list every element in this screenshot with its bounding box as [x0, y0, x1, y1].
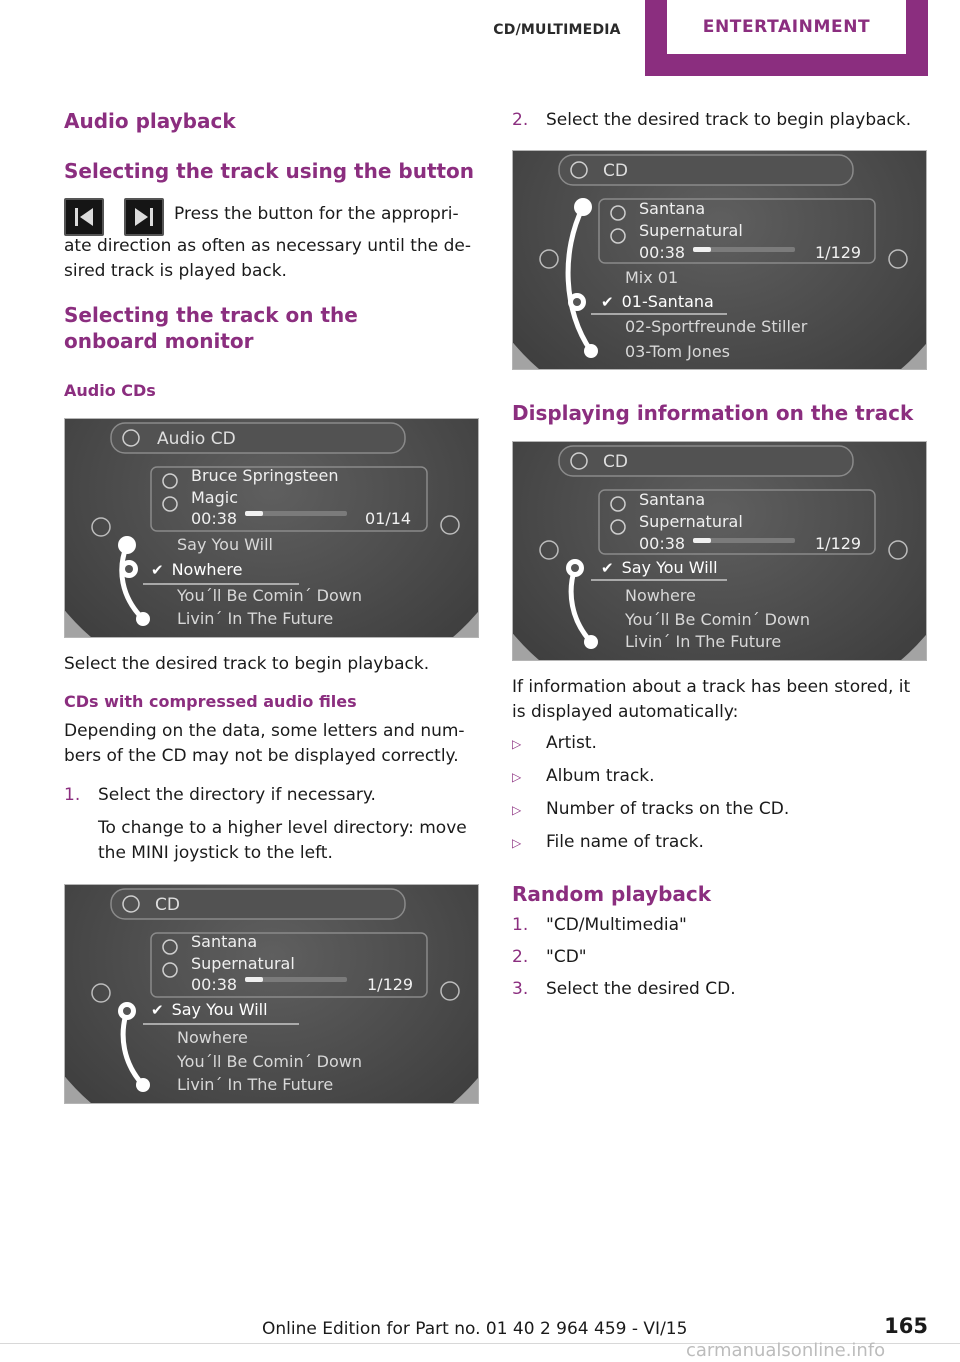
screen-album: Supernatural: [639, 221, 743, 240]
info-bullet-list: [512, 731, 927, 856]
list-item: 2. "CD": [512, 947, 587, 967]
list-item: ▷ Album track.: [512, 764, 927, 790]
screen-title: CD: [155, 895, 180, 915]
list-item: [64, 783, 479, 808]
screenshot-cd-tracks: [512, 150, 927, 370]
watermark: carmanualsonline.info: [686, 1340, 886, 1361]
bullet-triangle-icon: ▷: [512, 737, 522, 751]
left-column: [64, 108, 479, 1104]
list-item: ▷ Number of tracks on the CD.: [512, 797, 927, 823]
screen-album: Supernatural: [639, 512, 743, 531]
screen-album: Magic: [191, 488, 239, 507]
steps-list-continued: [512, 108, 927, 133]
screen-title: Audio CD: [157, 429, 236, 449]
check-icon: ✔: [151, 1001, 164, 1019]
chapter-tab: [645, 0, 928, 76]
heading-audio-cds: Audio CDs: [64, 381, 156, 400]
screen-frame-graphic: [513, 151, 927, 370]
screen-track-count: 1/129: [815, 534, 862, 553]
button-text-line-2: ate direction as often as necessary until the de‐: [64, 236, 471, 256]
track-item: Livin´ In The Future: [177, 1075, 334, 1094]
track-item: Livin´ In The Future: [177, 609, 334, 628]
screen-track-count: 1/129: [815, 243, 862, 262]
button-text-line-1: Press the button for the appropri‐: [174, 204, 459, 224]
check-icon: ✔: [151, 561, 164, 579]
screen-time: 00:38: [191, 975, 238, 994]
list-item: ▷ Artist.: [512, 731, 927, 757]
step-number: 2.: [512, 110, 529, 130]
screen-artist: Santana: [191, 932, 258, 951]
screen-time: 00:38: [191, 509, 238, 528]
screenshot-cd-directory: [64, 884, 479, 1104]
track-item: Nowhere: [177, 1028, 248, 1047]
screen-title: CD: [603, 452, 628, 472]
steps-list: [64, 783, 479, 808]
section-label: CD/MULTIMEDIA: [493, 22, 621, 38]
track-item: You´ll Be Comin´ Down: [177, 1052, 363, 1071]
track-item: Say You Will: [177, 535, 273, 554]
page-number: 165: [884, 1314, 928, 1338]
step-subtext: To change to a higher level directory: move the MINI joystick to the left.: [98, 818, 467, 863]
step-text: Select the desired track to begin playback.: [546, 110, 912, 130]
edition-line: Online Edition for Part no. 01 40 2 964 459 - VI/15: [262, 1319, 688, 1339]
track-item: 03-Tom Jones: [625, 342, 731, 361]
check-icon: ✔: [601, 293, 614, 311]
screen-track-count: 01/14: [365, 509, 412, 528]
bullet-triangle-icon: ▷: [512, 770, 522, 784]
track-item-selected: ✔ 01-Santana: [601, 292, 714, 311]
heading-random-playback: Random playback: [512, 882, 712, 906]
screenshot-track-info: [512, 441, 927, 661]
heading-select-button: Selecting the track using the button: [64, 159, 475, 183]
track-item: You´ll Be Comin´ Down: [625, 610, 811, 629]
list-item: ▷ File name of track.: [512, 830, 927, 856]
screen-time: 00:38: [639, 534, 686, 553]
compressed-text: Depending on the data, some letters and num‐bers of the CD may not be displayed correctly.: [64, 721, 465, 766]
step-text: Select the directory if necessary.: [98, 785, 376, 805]
right-column: [512, 108, 927, 1002]
track-item: Nowhere: [625, 586, 696, 605]
info-text: If information about a track has been stored, it is displayed automatically:: [512, 677, 911, 722]
list-item: 1. "CD/Multimedia": [512, 915, 687, 935]
screen-artist: Bruce Springsteen: [191, 466, 339, 485]
step-number: 1.: [64, 785, 81, 805]
track-item-selected: ✔ Say You Will: [151, 1000, 268, 1019]
heading-audio-playback: Audio playback: [64, 109, 236, 133]
button-row: [64, 198, 479, 236]
next-track-icon: [124, 198, 164, 236]
screen-title: CD: [603, 161, 628, 181]
chapter-label: ENTERTAINMENT: [667, 0, 906, 54]
heading-compressed: CDs with compressed audio files: [64, 692, 357, 711]
list-item: [512, 108, 927, 133]
track-item: Mix 01: [625, 268, 679, 287]
heading-onboard-monitor: Selecting the track on the onboard monitor: [64, 303, 358, 353]
button-text-line-3: sired track is played back.: [64, 261, 287, 281]
list-item: 3. Select the desired CD.: [512, 979, 736, 999]
previous-track-icon: [64, 198, 104, 236]
screen-artist: Santana: [639, 490, 706, 509]
screen-frame-graphic: [65, 419, 479, 638]
screen-artist: Santana: [639, 199, 706, 218]
select-track-text: Select the desired track to begin playback.: [64, 654, 430, 674]
screen-frame-graphic: [65, 885, 479, 1104]
screenshot-audio-cd: [64, 418, 479, 638]
heading-display-info: Displaying information on the track: [512, 401, 914, 425]
check-icon: ✔: [601, 559, 614, 577]
bullet-triangle-icon: ▷: [512, 803, 522, 817]
bullet-triangle-icon: ▷: [512, 836, 522, 850]
track-item: Livin´ In The Future: [625, 632, 782, 651]
screen-track-count: 1/129: [367, 975, 414, 994]
screen-album: Supernatural: [191, 954, 295, 973]
track-item-selected: ✔ Nowhere: [151, 560, 243, 579]
track-item: 02-Sportfreunde Stiller: [625, 317, 808, 336]
track-item-selected: ✔ Say You Will: [601, 558, 718, 577]
screen-time: 00:38: [639, 243, 686, 262]
random-steps-list: [512, 913, 927, 1002]
track-item: You´ll Be Comin´ Down: [177, 586, 363, 605]
